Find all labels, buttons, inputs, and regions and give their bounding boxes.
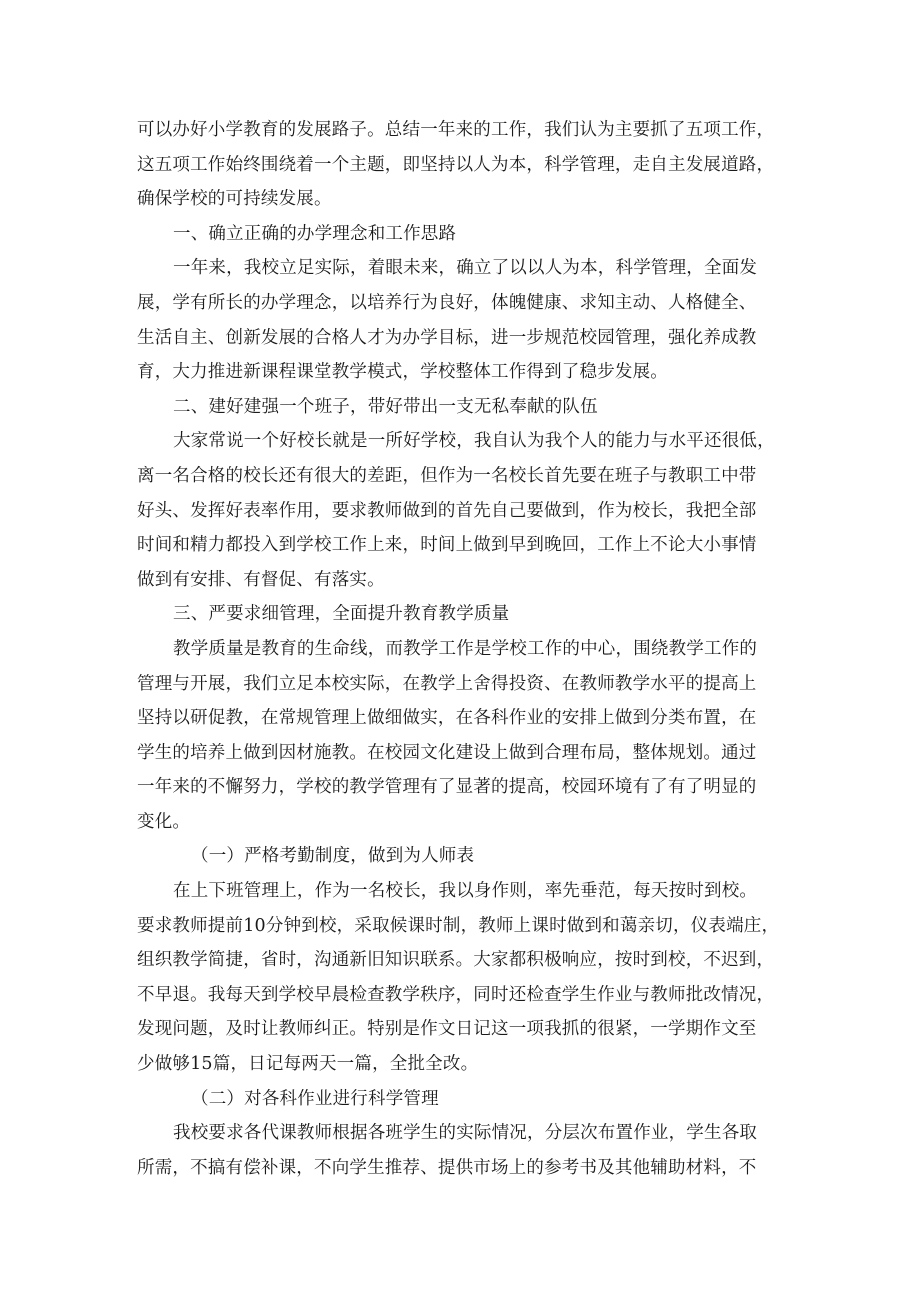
section-heading-2: 二、建好建强一个班子，带好带出一支无私奉献的队伍 bbox=[173, 396, 598, 417]
body-text-line: 所需，不搞有偿补课，不向学生推荐、提供市场上的参考书及其他辅助材料，不 bbox=[137, 1157, 757, 1178]
subsection-heading-2: （二）对各科作业进行科学管理 bbox=[191, 1088, 439, 1109]
body-text-line: 育，大力推进新课程课堂教学模式，学校整体工作得到了稳步发展。 bbox=[137, 362, 668, 383]
subsection-heading-1: （一）严格考勤制度，做到为人师表 bbox=[191, 846, 475, 867]
body-text-line: 确保学校的可持续发展。 bbox=[137, 189, 332, 210]
body-text-line: 少做够15篇，日记每两天一篇，全批全改。 bbox=[137, 1054, 479, 1075]
body-text-line: 离一名合格的校长还有很大的差距，但作为一名校长首先要在班子与教职工中带 bbox=[137, 465, 757, 486]
body-text-line: 坚持以研促教，在常规管理上做细做实，在各科作业的安排上做到分类布置，在 bbox=[137, 708, 757, 729]
section-heading-1: 一、确立正确的办学理念和工作思路 bbox=[173, 223, 457, 244]
body-text-line: 好头、发挥好表率作用，要求教师做到的首先自己要做到，作为校长，我把全部 bbox=[137, 500, 757, 521]
body-text-line: 管理与开展，我们立足本校实际，在教学上舍得投资、在教师教学水平的提高上 bbox=[137, 673, 757, 694]
body-text-line: 变化。 bbox=[137, 811, 191, 832]
body-text-line: 一年来，我校立足实际，着眼未来，确立了以以人为本，科学管理，全面发 bbox=[173, 258, 758, 279]
document-page bbox=[137, 113, 787, 1185]
body-text-line: 可以办好小学教育的发展路子。总结一年来的工作，我们认为主要抓了五项工作， bbox=[137, 120, 775, 140]
body-text-line: 学生的培养上做到因材施教。在校园文化建设上做到合理布局，整体规划。通过 bbox=[137, 742, 757, 763]
body-text-line: 我校要求各代课教师根据各班学生的实际情况，分层次布置作业，学生各取 bbox=[173, 1123, 758, 1144]
body-text-line: 发现问题，及时让教师纠正。特别是作文日记这一项我抓的很紧，一学期作文至 bbox=[137, 1019, 757, 1040]
body-text-line: 组织教学简捷，省时，沟通新旧知识联系。大家都积极响应，按时到校，不迟到， bbox=[137, 950, 775, 971]
body-text-line: 一年来的不懈努力，学校的教学管理有了显著的提高，校园环境有了有了明显的 bbox=[137, 777, 757, 798]
body-text-line: 在上下班管理上，作为一名校长，我以身作则，率先垂范，每天按时到校。 bbox=[173, 881, 758, 902]
body-text-line: 生活自主、创新发展的合格人才为办学目标，进一步规范校园管理，强化养成教 bbox=[137, 327, 757, 348]
body-text-line: 要求教师提前10分钟到校，采取候课时制，教师上课时做到和蔼亲切，仪表端庄， bbox=[137, 915, 780, 936]
body-text-line: 不早退。我每天到学校早晨检查教学秩序，同时还检查学生作业与教师批改情况， bbox=[137, 984, 775, 1005]
body-text-line: 这五项工作始终围绕着一个主题，即坚持以人为本，科学管理，走自主发展道路， bbox=[137, 154, 775, 175]
body-text-line: 做到有安排、有督促、有落实。 bbox=[137, 569, 385, 590]
section-heading-3: 三、严要求细管理，全面提升教育教学质量 bbox=[173, 604, 510, 625]
body-text-line: 展，学有所长的办学理念，以培养行为良好，体魄健康、求知主动、人格健全、 bbox=[137, 292, 757, 313]
body-text-line: 教学质量是教育的生命线，而教学工作是学校工作的中心，围绕教学工作的 bbox=[173, 638, 758, 659]
body-text-line: 时间和精力都投入到学校工作上来，时间上做到早到晚回，工作上不论大小事情 bbox=[137, 535, 757, 556]
body-text-line: 大家常说一个好校长就是一所好学校，我自认为我个人的能力与水平还很低， bbox=[173, 431, 775, 452]
